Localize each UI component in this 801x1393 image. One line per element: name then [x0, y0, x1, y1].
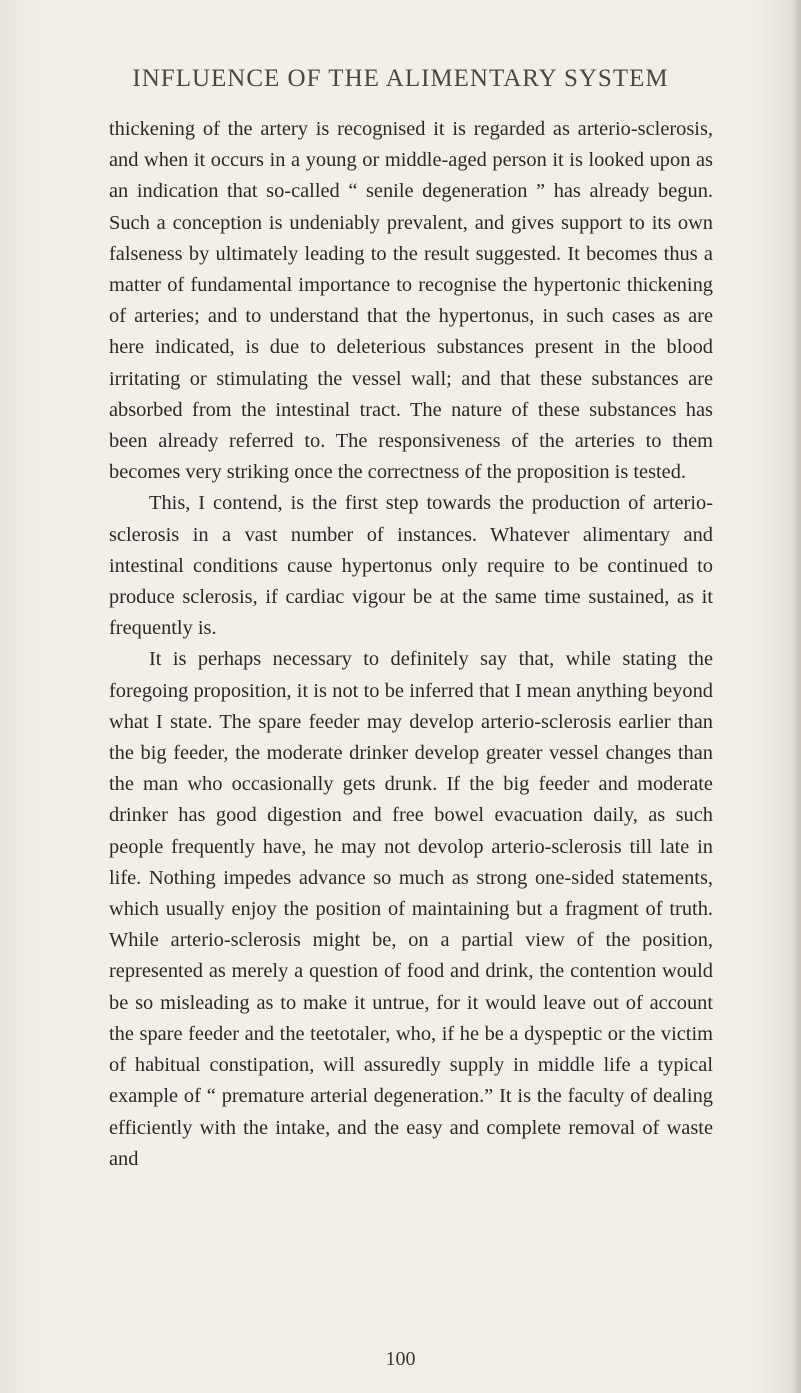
page-number: 100 — [385, 1348, 416, 1370]
paragraph-first-step: This, I contend, is the first step towards the production of arterio-sclerosis in a vast number of instances. Whatever alimentary and intestinal conditions cause hypertonus only require to be continued to produce sclerosis, if cardiac vigour be at the same time sustained, as it frequently is. — [109, 492, 713, 640]
body-text — [109, 114, 713, 1175]
paragraph-spare-feeder: It is perhaps necessary to definitely say that, while stating the foregoing proposition, it is not to be inferred that I mean anything beyond what I state. The spare feeder may develop arterio-sclerosis earlier than the big feeder, the moderate drinker develop greater vessel changes than the man who occasionally gets drunk. If the big feeder and moderate drinker has good digestion and free bowel evacuation daily, as such people frequently have, he may not devolop arterio-sclerosis till late in life. Nothing impedes advance so much as strong one-sided statements, which usually enjoy the position of maintaining but a fragment of truth. While arterio-sclerosis might be, on a partial view of the position, represented as merely a question of food and drink, the contention would be so misleading as to make it untrue, for it would leave out of account the spare feeder and the teetotaler, who, if he be a dyspeptic or the victim of habitual constipation, will assuredly supply in middle life a typical example of “ premature arterial degeneration.” It is the faculty of dealing efficiently with the intake, and the easy and complete removal of waste and — [109, 648, 713, 1170]
paragraph-continued: thickening of the artery is recognised it is regarded as arterio-sclerosis, and when it occurs in a young or middle-aged person it is looked upon as an indication that so-called “ senile degeneration ” has already begun. Such a conception is undeniably prevalent, and gives support to its own falseness by ultimately leading to the result suggested. It becomes thus a matter of fundamental importance to recognise the hypertonic thickening of arteries; and to understand that the hypertonus, in such cases as are here indicated, is due to deleterious substances present in the blood irritating or stimulating the vessel wall; and that these substances are absorbed from the intestinal tract. The nature of these substances has been already referred to. The responsiveness of the arteries to them becomes very striking once the correctness of the proposition is tested. — [109, 118, 713, 484]
running-head: INFLUENCE OF THE ALIMENTARY SYSTEM — [132, 65, 669, 92]
page-edge-shadow — [791, 0, 801, 1393]
